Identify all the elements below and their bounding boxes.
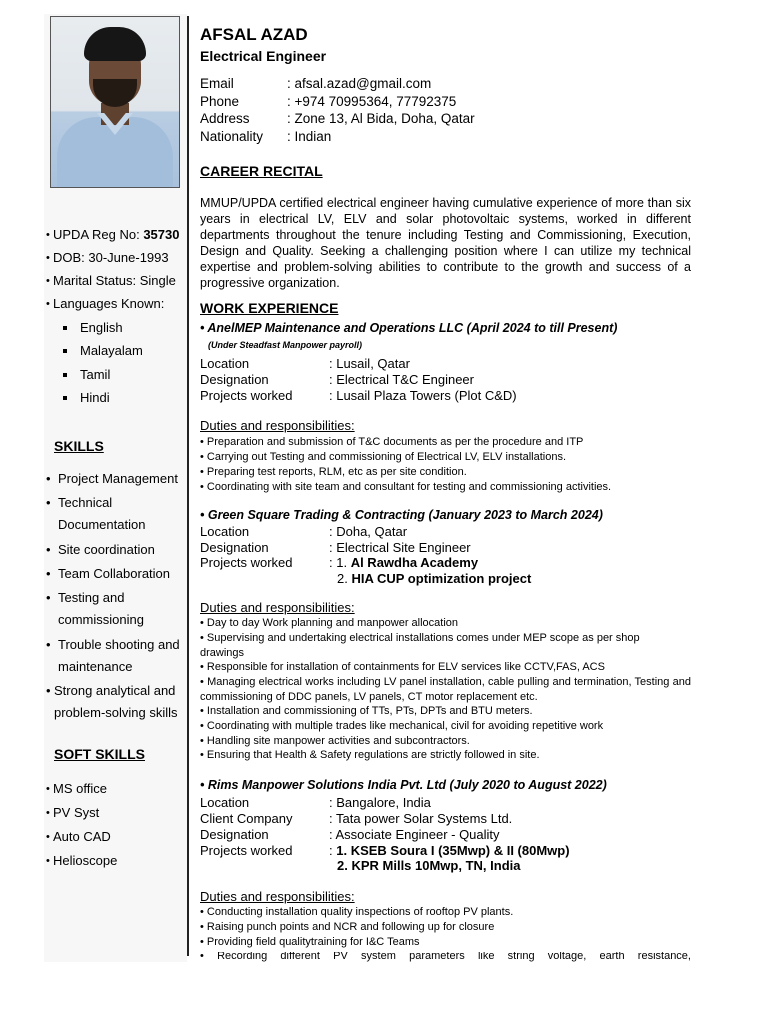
projects-label: Projects worked [200, 843, 293, 858]
duty-item: • Managing electrical works including LV panel installation, cable pulling and termination, Testing and commissioning of DDC panels, LV panels, CT motor replacement etc. [200, 675, 691, 705]
duty-item: • Coordinating with site team and consultant for testing and commissioning activities. [200, 480, 691, 495]
duty-item: • Raising punch points and NCR and following up for closure [200, 920, 691, 935]
clipped-line-container [200, 952, 691, 962]
duty-item: • Responsible for installation of containments for ELV services like CCTV,FAS, ACS [200, 660, 691, 675]
duty-item: • Day to day Work planning and manpower allocation [200, 616, 691, 631]
duties-heading: Duties and responsibilities: [200, 889, 355, 904]
nationality-value: : Indian [287, 129, 332, 144]
project-value: 2. KPR Mills 10Mwp, TN, India [337, 858, 521, 873]
designation-value: : Electrical Site Engineer [329, 540, 471, 555]
address-label: Address [200, 111, 250, 126]
email-value: : afsal.azad@gmail.com [287, 76, 432, 91]
candidate-name: AFSAL AZAD [200, 25, 308, 44]
duties-heading: Duties and responsibilities: [200, 418, 355, 433]
column-divider [187, 16, 189, 956]
job-title: • Rims Manpower Solutions India Pvt. Ltd (July 2020 to August 2022) [200, 778, 607, 792]
career-summary: MMUP/UPDA certified electrical engineer having cumulative experience of more than six years in electrical LV, ELV and solar photovoltaic systems, worked in different departments throughout the tenure including Testing and Commissioning, Execution, Design and Quality. Seeking a challenging position where I can utilize my technical expertise and problem-solving abilities to contribute to the growth and success of a progressive organization. [200, 196, 691, 290]
projects-label: Projects worked [200, 555, 293, 570]
work-experience-heading: WORK EXPERIENCE [200, 300, 339, 316]
duty-item: • Providing field qualitytraining for I&C Teams [200, 935, 691, 950]
project-value: : 1. Al Rawdha Academy [329, 555, 479, 570]
profile-photo [50, 16, 180, 188]
skills-heading: SKILLS [54, 438, 104, 454]
location-label: Location [200, 524, 250, 539]
phone-label: Phone [200, 94, 240, 109]
job-note: (Under Steadfast Manpower payroll) [208, 340, 363, 350]
project-value: : 1. KSEB Soura I (35Mwp) & II (80Mwp) [329, 843, 570, 858]
designation-label: Designation [200, 540, 269, 555]
job-title: • Green Square Trading & Contracting (January 2023 to March 2024) [200, 508, 603, 522]
designation-label: Designation [200, 827, 269, 842]
duties-heading: Duties and responsibilities: [200, 600, 355, 615]
location-value: : Bangalore, India [329, 795, 431, 810]
resume-page: UPDA Reg No: 35730 DOB: 30-June-1993 Marital Status: Single Languages Known: English Malayalam Tamil Hindi SKILLS Project Management Technical Documentation Site coordination Team Collaboration Testing and commissioning Trouble shooting and maintenance Strong analytical and problem-solving skills SOFT SKILLS MS office PV Syst Auto CAD Helioscope AFSAL AZAD Electrical Engineer Email : afsal.azad@gmail.com Phone : +974 70995364, 77792375 Address : Zone 13, Al Bida, Doha, Qatar Nationality : Indian CAREER RECITAL MMUP/UPDA certified electrical engineer having cumulative experience of more than six years in electrical LV, ELV and solar photovoltaic systems, worked in different departments throughout the tenure including Testing and Commissioning, Execution, Design and Quality. Seeking a challenging position where I can utilize my technical expertise and problem-solving abilities to contribute to the growth and success of a progressive organization. WORK EXPERIENCE • AnelMEP Maintenance and Operations LLC (April 2024 to till Present) (Under Steadfast Manpower payroll) Location : Lusail, Qatar Designation : Electrical T&C Engineer Projects worked : Lusail Plaza Towers (Plot C&D) Duties and responsibilities: • Preparation and submission of T&C documents as per the procedure and ITP • Carrying out Testing and commissioning of Electrical LV, ELV installations. • Preparing test reports, RLM, etc as per site condition. • Coordinating with site team and consultant for testing and commissioning activities. • Green Square Trading & Contracting (January 2023 to March 2024) Location : Doha, Qatar Designation : Electrical Site Engineer Projects worked : 1. Al Rawdha Academy 2. HIA CUP optimization project Duties and responsibilities: • Day to day Work planning and manpower allocation • Supervising and undertaking electrical installations comes under MEP scope as per shop drawings • Responsible for installation of containments for ELV services like CCTV,FAS, ACS • Managing electrical works including LV panel installation, cable pulling and termination, Testing and commissioning of DDC panels, LV panels, CT motor replacement etc. • Installation and commissioning of TTs, PTs, DPTs and BTU meters. • Coordinating with multiple trades like mechanical, civil for avoiding repetitive work • Handling site manpower activities and subcontractors. • Ensuring that Health & Safety regulations are strictly followed in site. • Rims Manpower Solutions India Pvt. Ltd (July 2020 to August 2022) Location : Bangalore, India Client Company : Tata power Solar Systems Ltd. Designation : Associate Engineer - Quality Projects worked : 1. KSEB Soura I (35Mwp) & II (80Mwp) 2. KPR Mills 10Mwp, TN, India Duties and responsibilities: • Conducting installation quality inspections of rooftop PV plants. • Raising punch points and NCR and following up for closure • Providing field qualitytraining for I&C Teams • Recording different PV system parameters like string voltage, earth resistance, [0, 0, 768, 1024]
designation-value: : Associate Engineer - Quality [329, 827, 500, 842]
nationality-label: Nationality [200, 129, 264, 144]
location-label: Location [200, 356, 250, 371]
location-label: Location [200, 795, 250, 810]
duty-item: • Preparing test reports, RLM, etc as per site condition. [200, 465, 691, 480]
phone-value: : +974 70995364, 77792375 [287, 94, 457, 109]
duty-item: • Conducting installation quality inspections of rooftop PV plants. [200, 905, 691, 920]
address-value: : Zone 13, Al Bida, Doha, Qatar [287, 111, 475, 126]
duty-item: • Coordinating with multiple trades like mechanical, civil for avoiding repetitive work [200, 719, 691, 734]
location-value: : Doha, Qatar [329, 524, 408, 539]
career-heading: CAREER RECITAL [200, 163, 323, 179]
project-value: 2. HIA CUP optimization project [337, 571, 532, 586]
duty-item: • Ensuring that Health & Safety regulations are strictly followed in site. [200, 748, 691, 763]
designation-label: Designation [200, 372, 269, 387]
candidate-title: Electrical Engineer [200, 48, 327, 64]
email-label: Email [200, 76, 234, 91]
client-label: Client Company [200, 811, 293, 826]
duty-item: • Recording different PV system parameters like string voltage, earth resistance, [200, 952, 691, 962]
duty-item: • Handling site manpower activities and subcontractors. [200, 734, 691, 749]
soft-skills-heading: SOFT SKILLS [54, 746, 145, 762]
designation-value: : Electrical T&C Engineer [329, 372, 474, 387]
duty-item: • Preparation and submission of T&C documents as per the procedure and ITP [200, 435, 691, 450]
projects-label: Projects worked [200, 388, 293, 403]
project-value: : Lusail Plaza Towers (Plot C&D) [329, 388, 517, 403]
job-title: • AnelMEP Maintenance and Operations LLC (April 2024 to till Present) [200, 321, 618, 335]
duty-item: • Supervising and undertaking electrical installations comes under MEP scope as per shop drawings [200, 631, 672, 661]
duty-item: • Installation and commissioning of TTs, PTs, DPTs and BTU meters. [200, 704, 691, 719]
client-value: : Tata power Solar Systems Ltd. [329, 811, 513, 826]
duty-item: • Carrying out Testing and commissioning of Electrical LV, ELV installations. [200, 450, 691, 465]
location-value: : Lusail, Qatar [329, 356, 410, 371]
